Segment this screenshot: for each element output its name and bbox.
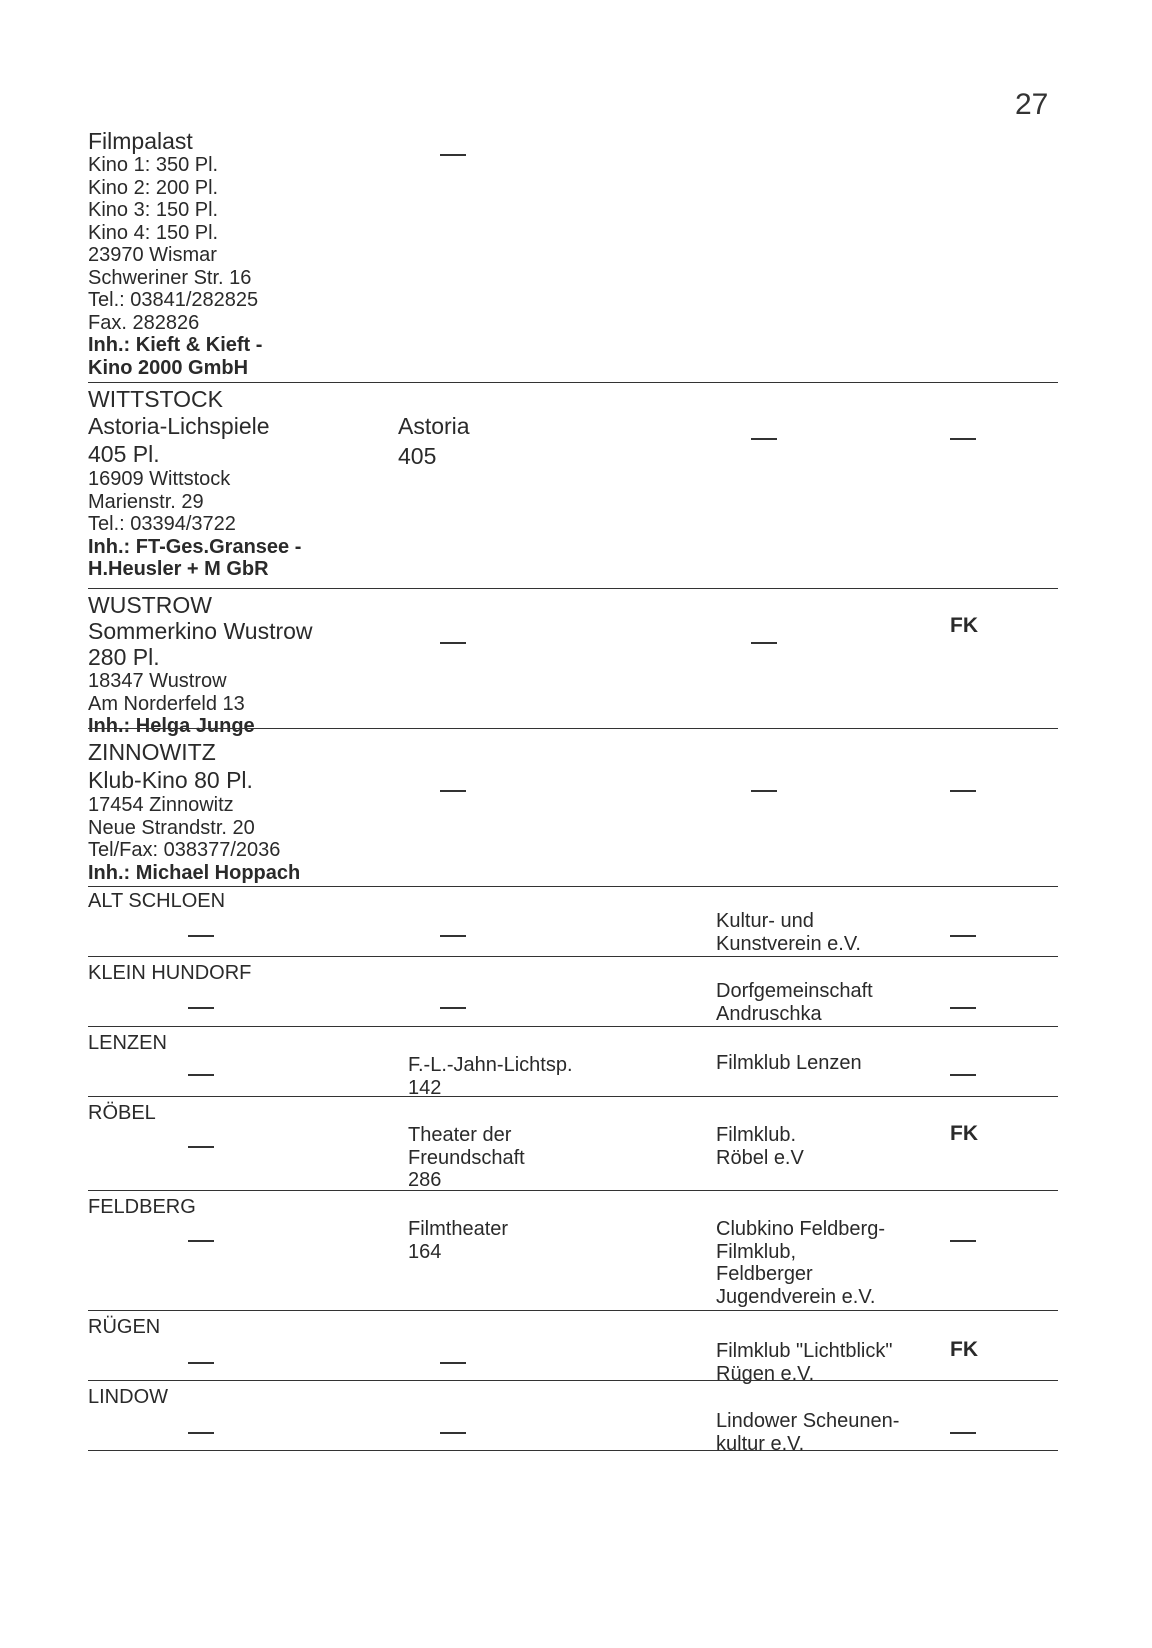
- empty-dash: [440, 1007, 466, 1009]
- former-seats: 164: [408, 1240, 442, 1263]
- cinema-info: [88, 592, 408, 738]
- film-club: [716, 1340, 892, 1385]
- seats: 280 Pl.: [88, 644, 160, 670]
- former-seats: 286: [408, 1169, 442, 1191]
- row-divider: [88, 1380, 1058, 1381]
- street: Neue Strandstr. 20: [88, 816, 255, 839]
- club-line-2: Andruschka: [716, 1002, 822, 1025]
- club-line-3: Feldberger: [716, 1263, 813, 1285]
- row-divider: [88, 382, 1058, 383]
- film-club: [716, 980, 873, 1025]
- city-name: FELDBERG: [88, 1196, 196, 1218]
- street: Am Norderfeld 13: [88, 692, 245, 715]
- club-line-4: Jugendverein e.V.: [716, 1285, 876, 1308]
- empty-dash: [751, 790, 777, 792]
- former-name: F.-L.-Jahn-Lichtsp.: [408, 1054, 573, 1076]
- empty-dash: [188, 1074, 214, 1076]
- club-line-2: Filmklub,: [716, 1240, 797, 1263]
- former-name: Filmtheater: [408, 1218, 509, 1240]
- city-name: WITTSTOCK: [88, 386, 224, 412]
- owner-line-2: H.Heusler + M GbR: [88, 558, 269, 580]
- former-cinema: [408, 1054, 573, 1099]
- club-line-1: Lindower Scheunen-: [716, 1410, 900, 1432]
- empty-dash: [751, 642, 777, 644]
- empty-dash: [440, 935, 466, 937]
- owner-line-1: Inh.: Helga Junge: [88, 715, 255, 737]
- club-line-1: Filmklub "Lichtblick": [716, 1340, 893, 1362]
- city-name: WUSTROW: [88, 592, 212, 618]
- postal-city: 16909 Wittstock: [88, 468, 231, 490]
- hall-4: Kino 4: 150 Pl.: [88, 221, 219, 244]
- empty-dash: [440, 790, 466, 792]
- empty-dash: [950, 1432, 976, 1434]
- row-divider: [88, 728, 1058, 729]
- former-seats: 405: [398, 443, 437, 469]
- postal-city: 23970 Wismar: [88, 244, 217, 266]
- page-number: 27: [1015, 88, 1049, 121]
- city-name: ALT SCHLOEN: [88, 890, 226, 912]
- row-divider: [88, 956, 1058, 957]
- empty-dash: [188, 1240, 214, 1242]
- row-divider: [88, 1096, 1058, 1097]
- empty-dash: [188, 1007, 214, 1009]
- club-line-2: kultur e.V.: [716, 1432, 805, 1455]
- cinema-name: Astoria-Lichspiele: [88, 413, 270, 439]
- empty-dash: [440, 642, 466, 644]
- postal-city: 17454 Zinnowitz: [88, 794, 234, 816]
- cinema-name: Klub-Kino 80 Pl.: [88, 767, 253, 793]
- club-line-2: Kunstverein e.V.: [716, 932, 861, 955]
- street: Marienstr. 29: [88, 490, 204, 513]
- fk-mark: FK: [950, 614, 978, 637]
- club-line-2: Rügen e.V.: [716, 1362, 815, 1385]
- former-cinema: [398, 411, 470, 471]
- club-line-1: Filmklub Lenzen: [716, 1052, 862, 1074]
- row-divider: [88, 1310, 1058, 1311]
- hall-2: Kino 2: 200 Pl.: [88, 176, 219, 199]
- hall-3: Kino 3: 150 Pl.: [88, 199, 219, 221]
- fk-mark: FK: [950, 1338, 978, 1361]
- empty-dash: [950, 935, 976, 937]
- phone: Tel.: 03394/3722: [88, 513, 236, 535]
- empty-dash: [188, 1146, 214, 1148]
- city-name: ZINNOWITZ: [88, 739, 216, 765]
- former-cinema: [408, 1124, 525, 1192]
- empty-dash: [440, 154, 466, 156]
- empty-dash: [440, 1432, 466, 1434]
- former-seats: 142: [408, 1076, 442, 1099]
- former-name: Astoria: [398, 413, 470, 439]
- cinema-info: [88, 128, 408, 379]
- phone: Tel/Fax: 038377/2036: [88, 839, 281, 861]
- film-club: [716, 910, 861, 955]
- owner-line-1: Inh.: Kieft & Kieft -: [88, 334, 263, 356]
- empty-dash: [950, 1007, 976, 1009]
- row-divider: [88, 1190, 1058, 1191]
- row-divider: [88, 1026, 1058, 1027]
- row-divider: [88, 588, 1058, 589]
- cinema-name: Filmpalast: [88, 128, 193, 154]
- film-club: [716, 1218, 885, 1308]
- former-cinema: [408, 1218, 508, 1263]
- empty-dash: [440, 1362, 466, 1364]
- empty-dash: [950, 1074, 976, 1076]
- city-name: LENZEN: [88, 1032, 167, 1054]
- city-name: RÜGEN: [88, 1316, 161, 1338]
- seats: 405 Pl.: [88, 441, 160, 467]
- former-name-1: Theater der: [408, 1124, 512, 1146]
- film-club: [716, 1410, 899, 1455]
- empty-dash: [950, 438, 976, 440]
- owner-line-1: Inh.: FT-Ges.Gransee -: [88, 535, 302, 558]
- club-line-2: Röbel e.V: [716, 1146, 804, 1169]
- row-divider: [88, 1450, 1058, 1451]
- film-club: [716, 1124, 804, 1169]
- club-line-1: Dorfgemeinschaft: [716, 980, 873, 1002]
- club-line-1: Kultur- und: [716, 910, 814, 932]
- cinema-info: [88, 738, 408, 884]
- cinema-name: Sommerkino Wustrow: [88, 618, 313, 644]
- postal-city: 18347 Wustrow: [88, 670, 227, 692]
- fk-mark: FK: [950, 1122, 978, 1145]
- empty-dash: [188, 1362, 214, 1364]
- former-name-2: Freundschaft: [408, 1146, 525, 1169]
- phone: Tel.: 03841/282825: [88, 289, 259, 311]
- street: Schweriner Str. 16: [88, 266, 252, 289]
- city-name: LINDOW: [88, 1386, 168, 1408]
- city-name: KLEIN HUNDORF: [88, 962, 252, 984]
- empty-dash: [188, 935, 214, 937]
- empty-dash: [950, 1240, 976, 1242]
- film-club: [716, 1052, 862, 1075]
- owner-line-2: Kino 2000 GmbH: [88, 356, 249, 379]
- row-divider: [88, 886, 1058, 887]
- fax: Fax. 282826: [88, 311, 200, 334]
- city-name: RÖBEL: [88, 1102, 156, 1124]
- club-line-1: Filmklub.: [716, 1124, 797, 1146]
- owner-line-1: Inh.: Michael Hoppach: [88, 861, 301, 884]
- cinema-info: [88, 386, 408, 581]
- empty-dash: [751, 438, 777, 440]
- empty-dash: [950, 790, 976, 792]
- hall-1: Kino 1: 350 Pl.: [88, 154, 219, 176]
- empty-dash: [188, 1432, 214, 1434]
- club-line-1: Clubkino Feldberg-: [716, 1218, 885, 1240]
